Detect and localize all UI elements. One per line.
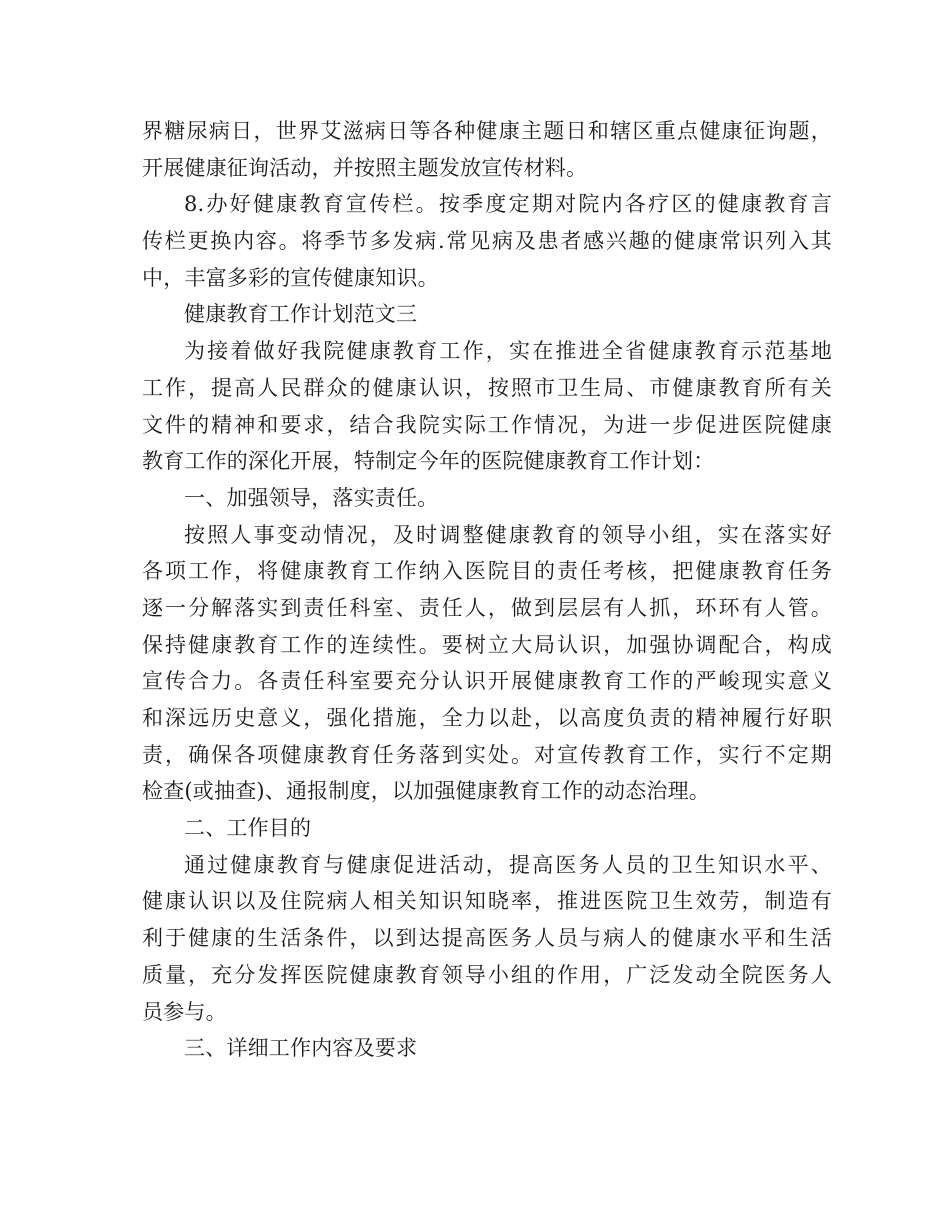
text-line: 宣传合力。各责任科室要充分认识开展健康教育工作的严峻现实意义 xyxy=(142,669,832,694)
text-line: 界糖尿病日，世界艾滋病日等各种健康主题日和辖区重点健康征询题， xyxy=(142,119,832,143)
text-line: 中，丰富多彩的宣传健康知识。 xyxy=(142,265,439,290)
text-line: 通过健康教育与健康促进活动，提高医务人员的卫生知识水平、 xyxy=(184,852,832,877)
heading-2: 二、工作目的 xyxy=(184,816,312,841)
text-line: 逐一分解落实到责任科室、责任人，做到层层有人抓，环环有人管。 xyxy=(142,595,832,620)
heading-3: 三、详细工作内容及要求 xyxy=(184,1036,418,1061)
text-line: 工作，提高人民群众的健康认识，按照市卫生局、市健康教育所有关 xyxy=(142,375,832,400)
text-line: 健康认识以及住院病人相关知识知晓率，推进医院卫生效劳，制造有 xyxy=(142,889,832,914)
text-line: 员参与。 xyxy=(142,999,227,1024)
text-line: 按照人事变动情况，及时调整健康教育的领导小组，实在落实好 xyxy=(184,522,832,547)
section-title: 健康教育工作计划范文三 xyxy=(184,302,418,327)
text-line: 各项工作，将健康教育工作纳入医院目的责任考核，把健康教育任务 xyxy=(142,559,832,584)
text-line: 保持健康教育工作的连续性。要树立大局认识，加强协调配合，构成 xyxy=(142,632,832,657)
text-line: 利于健康的生活条件，以到达提高医务人员与病人的健康水平和生活 xyxy=(142,926,832,951)
text-line: 传栏更换内容。将季节多发病.常见病及患者感兴趣的健康常识列入其 xyxy=(142,229,832,254)
text-line: 为接着做好我院健康教育工作，实在推进全省健康教育示范基地 xyxy=(184,339,832,364)
document-page xyxy=(142,113,832,1067)
text-line: 开展健康征询活动，并按照主题发放宣传材料。 xyxy=(142,155,588,180)
list-item-8: 8.办好健康教育宣传栏。按季度定期对院内各疗区的健康教育言 xyxy=(184,192,832,217)
text-line: 和深远历史意义，强化措施，全力以赴，以高度负责的精神履行好职 xyxy=(142,706,832,730)
text-line: 文件的精神和要求，结合我院实际工作情况，为进一步促进医院健康 xyxy=(142,412,832,437)
text-line: 责，确保各项健康教育任务落到实处。对宣传教育工作，实行不定期 xyxy=(142,742,832,767)
text-line: 检查(或抽查)、通报制度，以加强健康教育工作的动态治理。 xyxy=(142,779,710,804)
text-line: 质量，充分发挥医院健康教育领导小组的作用，广泛发动全院医务人 xyxy=(142,962,832,987)
text-line: 教育工作的深化开展，特制定今年的医院健康教育工作计划： xyxy=(142,449,715,474)
heading-1: 一、加强领导，落实责任。 xyxy=(184,485,439,510)
